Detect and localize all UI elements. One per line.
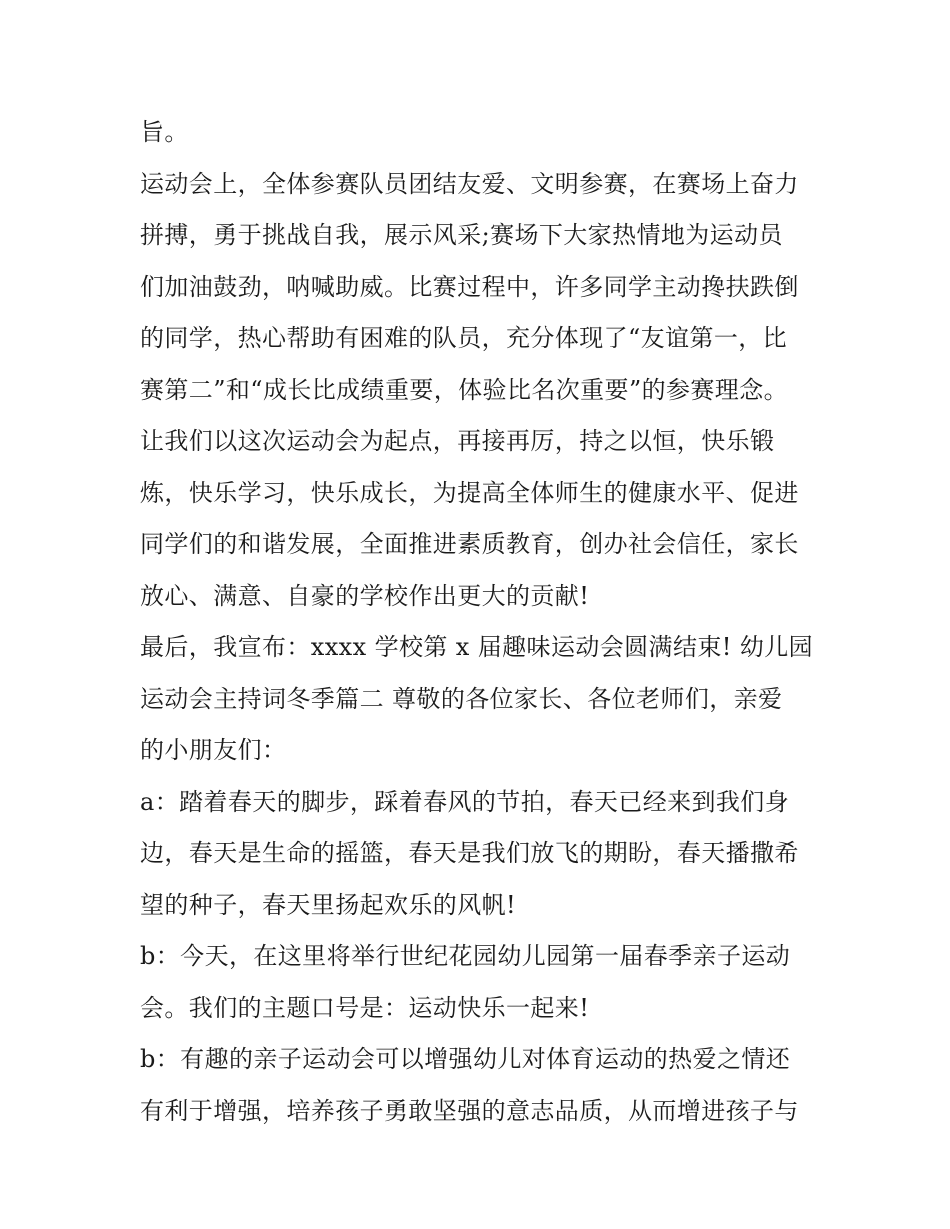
text-line: 的同学，热心帮助有困难的队员，充分体现了“友谊第一，比 — [140, 324, 788, 352]
text-line: 最后，我宣布：xxxx 学校第 x 届趣味运动会圆满结束! 幼儿园 — [140, 633, 814, 661]
text-line: 运动会上，全体参赛队员团结友爱、文明参赛，在赛场上奋力 — [140, 169, 799, 198]
text-line: 望的种子，春天里扬起欢乐的风帆! — [140, 890, 517, 919]
text-line: 让我们以这次运动会为起点，再接再厉，持之以恒，快乐锻 — [140, 427, 775, 455]
text-line: 炼，快乐学习，快乐成长，为提高全体师生的健康水平、促进 — [140, 478, 799, 507]
text-line: 们加油鼓劲，呐喊助威。比赛过程中，许多同学主动搀扶跌倒 — [140, 272, 799, 301]
text-line: 放心、满意、自豪的学校作出更大的贡献! — [140, 581, 590, 610]
text-line: 旨。 — [140, 118, 189, 146]
text-line: 有利于增强，培养孩子勇敢坚强的意志品质，从而增进孩子与 — [140, 1096, 799, 1125]
text-line: 运动会主持词冬季篇二 尊敬的各位家长、各位老师们，亲爱 — [140, 684, 783, 713]
text-line: b：今天，在这里将举行世纪花园幼儿园第一届春季亲子运动 — [140, 942, 791, 970]
text-line: 同学们的和谐发展，全面推进素质教育，创办社会信任，家长 — [140, 530, 799, 558]
text-line: a：踏着春天的脚步，踩着春风的节拍，春天已经来到我们身 — [140, 787, 790, 816]
text-line: 拼搏，勇于挑战自我，展示风采;赛场下大家热情地为运动员 — [140, 221, 783, 249]
body-text — [140, 107, 820, 1137]
text-line: 边，春天是生命的摇篮，春天是我们放飞的期盼，春天播撒希 — [140, 839, 799, 867]
text-line: 的小朋友们： — [140, 736, 287, 764]
text-line: b：有趣的亲子运动会可以增强幼儿对体育运动的热爱之情还 — [140, 1045, 791, 1073]
text-line: 赛第二”和“成长比成绩重要，体验比名次重要”的参赛理念。 — [140, 375, 789, 404]
text-line: 会。我们的主题口号是：运动快乐一起来! — [140, 993, 590, 1022]
